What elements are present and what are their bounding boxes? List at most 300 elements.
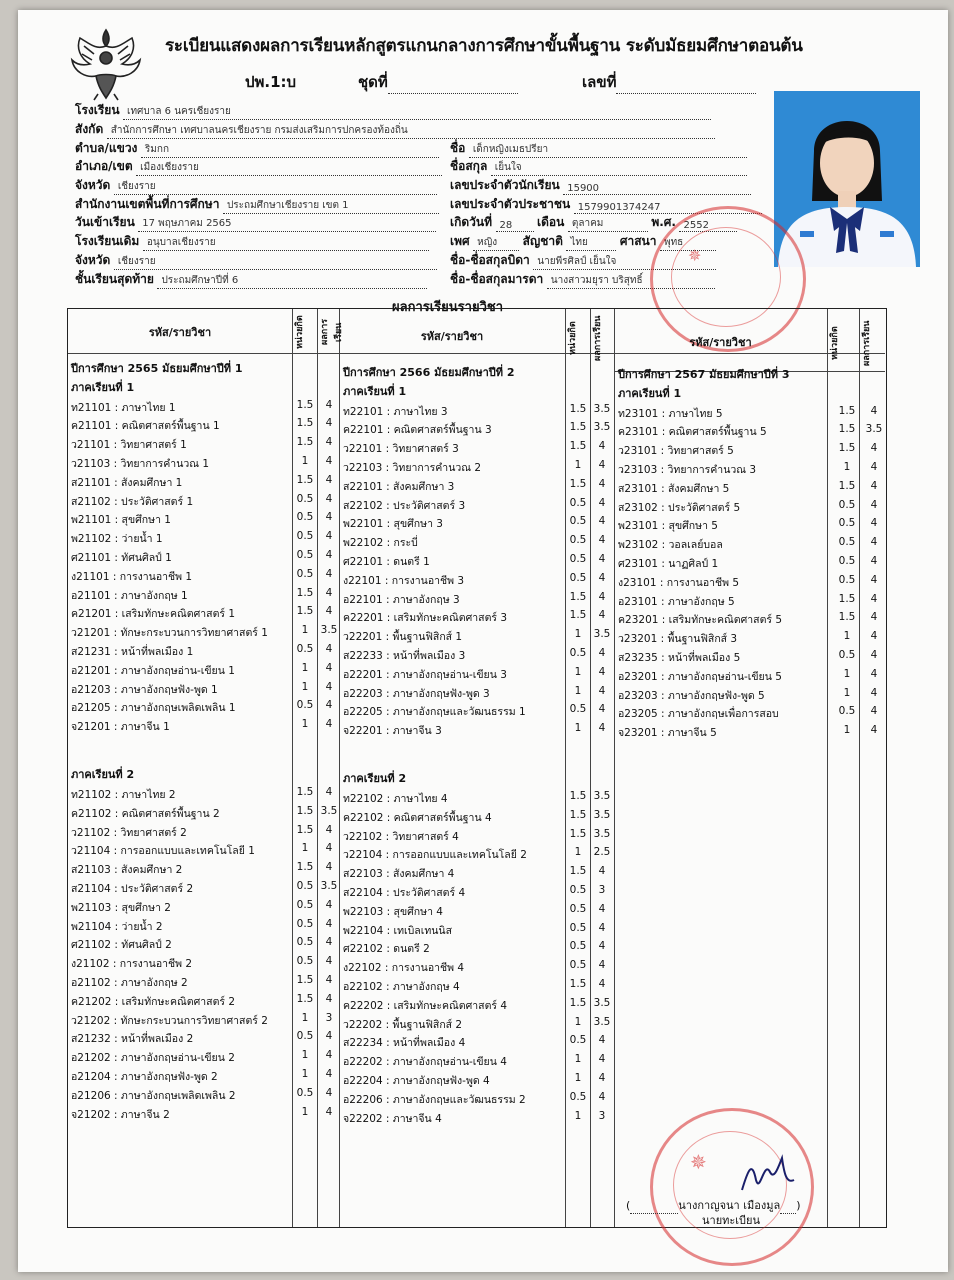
subject-name: ค23201 : เสริมทักษะคณิตศาสตร์ 5	[618, 614, 783, 627]
subject-name: ส23235 : หน้าที่พลเมือง 5	[618, 652, 741, 664]
subject-name: ส21232 : หน้าที่พลเมือง 2	[71, 1033, 194, 1046]
subject-header-1: รหัส/รายวิชา	[148, 326, 212, 339]
subject-credit: 1	[574, 722, 582, 735]
subject-credit: 0.5	[569, 553, 587, 565]
subject-credit: 0.5	[569, 534, 587, 547]
subject-grade: 4	[870, 461, 878, 473]
subject-name: ท23101 : ภาษาไทย 5	[618, 407, 723, 420]
subject-grade: 4	[598, 1072, 606, 1084]
subject-grade: 4	[598, 940, 606, 953]
term-heading: ภาคเรียนที่ 2	[71, 768, 135, 782]
subject-name: ส21102 : ประวัติศาสตร์ 1	[71, 495, 194, 508]
subject-grade: 4	[325, 605, 333, 618]
subject-credit: 1	[574, 1015, 582, 1028]
subject-credit: 0.5	[838, 573, 856, 586]
district-field: อำเภอ/เขต เมืองเชียงราย	[75, 157, 442, 176]
subject-credit: 1.5	[838, 611, 856, 624]
subject-credit: 0.5	[296, 492, 314, 505]
subject-credit: 0.5	[569, 959, 587, 972]
subject-grade: 3.5	[593, 1015, 611, 1028]
subject-name: ง22101 : การงานอาชีพ 3	[343, 574, 465, 587]
subject-grade: 3.5	[593, 996, 611, 1009]
previous-province-field: จังหวัด เชียงราย	[75, 251, 437, 270]
subject-credit: 0.5	[296, 1086, 314, 1099]
subject-name: อ23201 : ภาษาอังกฤษอ่าน-เขียน 5	[618, 670, 782, 683]
subject-grade: 4	[598, 703, 606, 716]
subject-name: อ21102 : ภาษาอังกฤษ 2	[71, 977, 188, 989]
subject-credit: 1.5	[569, 421, 587, 434]
subject-grade: 3.5	[593, 421, 611, 434]
subject-name: พ22104 : เทเบิลเทนนิส	[343, 924, 453, 937]
document-title: ระเบียนแสดงผลการเรียนหลักสูตรแกนกลางการศึกษาขั้นพื้นฐาน ระดับมัธยมศึกษาตอนต้น	[165, 36, 803, 56]
subject-credit: 1.5	[838, 479, 856, 492]
subject-grade: 4	[325, 699, 333, 712]
subject-grade: 4	[598, 1034, 606, 1047]
subject-credit: 0.5	[838, 555, 856, 567]
subject-name: อ22101 : ภาษาอังกฤษ 3	[343, 593, 460, 606]
subject-name: อ22102 : ภาษาอังกฤษ 4	[343, 981, 460, 993]
subject-credit: 1	[574, 665, 582, 678]
subject-grade: 4	[325, 917, 333, 930]
subject-credit: 0.5	[838, 517, 856, 530]
subject-grade: 4	[598, 684, 606, 697]
subject-name: พ22103 : สุขศึกษา 4	[343, 905, 443, 918]
subject-name: อ22203 : ภาษาอังกฤษฟัง-พูด 3	[343, 687, 490, 700]
subject-name: ส22103 : สังคมศึกษา 4	[343, 868, 455, 881]
subject-grade: 4	[598, 1053, 606, 1066]
subject-grade: 4	[325, 974, 333, 986]
subject-grade: 4	[598, 571, 606, 584]
subject-name: จ23201 : ภาษาจีน 5	[618, 727, 717, 740]
subject-name: พ23101 : สุขศึกษา 5	[618, 520, 718, 533]
mother-name-field: ชื่อ-ชื่อสกุลมารดา นางสาวมยุรา บริสุทธิ์	[450, 270, 715, 289]
last-level-field: ชั้นเรียนสุดท้าย ประถมศึกษาปีที่ 6	[75, 270, 427, 289]
subject-grade: 4	[325, 1068, 333, 1080]
subject-name: ศ21102 : ทัศนศิลป์ 2	[71, 939, 172, 952]
subject-credit: 1.5	[296, 605, 314, 618]
affiliation-field: สังกัด สำนักการศึกษา เทศบาลนครเชียงราย กรมส่งเสริมการปกครองท้องถิ่น	[75, 120, 715, 139]
subject-grade: 4	[325, 955, 333, 968]
subject-grade: 3.5	[593, 808, 611, 821]
subject-grade: 4	[598, 609, 606, 622]
subject-credit: 0.5	[569, 1090, 587, 1103]
credit-header-1: หน่วยกิต	[295, 315, 305, 349]
subject-name: ง21102 : การงานอาชีพ 2	[71, 958, 193, 971]
subject-grade: 4	[325, 992, 333, 1005]
citizen-id-field: เลขประจำตัวประชาชน 1579901374247	[450, 195, 762, 214]
student-id-field: เลขประจำตัวนักเรียน 15900	[450, 176, 751, 195]
subject-name: ส23101 : สังคมศึกษา 5	[618, 482, 730, 495]
subject-grade: 4	[325, 492, 333, 505]
subject-grade: 3.5	[320, 624, 338, 637]
subject-name: อ23101 : ภาษาอังกฤษ 5	[618, 595, 735, 608]
subject-credit: 1	[843, 667, 851, 680]
subject-name: พ23102 : วอลเลย์บอล	[618, 539, 723, 552]
subject-grade: 4	[598, 1090, 606, 1103]
subject-name: ส22101 : สังคมศึกษา 3	[343, 480, 455, 493]
subject-name: อ22206 : ภาษาอังกฤษและวัฒนธรรม 2	[343, 1093, 526, 1106]
subject-name: ท22101 : ภาษาไทย 3	[343, 405, 448, 418]
subject-name: ส21103 : สังคมศึกษา 2	[71, 864, 183, 877]
subject-grade: 4	[325, 898, 333, 911]
subject-header-3: รหัส/รายวิชา	[689, 336, 752, 349]
subject-name: พ22102 : กระบี่	[343, 537, 418, 550]
subject-grade: 3	[598, 1109, 606, 1122]
education-area-field: สำนักงานเขตพื้นที่การศึกษา ประถมศึกษาเชียงราย เขต 1	[75, 195, 439, 214]
father-name-field: ชื่อ-ชื่อสกุลบิดา นายพีรศิลป์ เย็นใจ	[450, 251, 716, 270]
subject-credit: 0.5	[296, 955, 314, 968]
subject-credit: 1.5	[296, 473, 314, 486]
subject-credit: 0.5	[838, 536, 856, 549]
subject-credit: 1.5	[296, 823, 314, 836]
subject-credit: 1	[574, 628, 582, 641]
academic-year-heading: ปีการศึกษา 2566 มัธยมศึกษาปีที่ 2	[343, 366, 515, 379]
subject-grade: 4	[325, 1086, 333, 1099]
subject-name: ส21231 : หน้าที่พลเมือง 1	[71, 646, 194, 658]
subject-name: ว22102 : วิทยาศาสตร์ 4	[343, 830, 459, 843]
subject-credit: 1.5	[569, 440, 587, 453]
subject-name: ท22102 : ภาษาไทย 4	[343, 793, 448, 805]
subject-name: พ22101 : สุขศึกษา 3	[343, 518, 443, 531]
subject-grade: 4	[598, 722, 606, 735]
subject-name: พ21101 : สุขศึกษา 1	[71, 514, 171, 527]
subject-credit: 1	[301, 624, 309, 637]
seal-emblem-bottom: ✵	[690, 1150, 707, 1174]
subject-credit: 1	[843, 461, 851, 473]
subject-name: ค22202 : เสริมทักษะคณิตศาสตร์ 4	[343, 999, 508, 1012]
subject-credit: 0.5	[296, 880, 314, 892]
subject-credit: 0.5	[569, 515, 587, 528]
subject-name: ค23101 : คณิตศาสตร์พื้นฐาน 5	[618, 426, 767, 439]
subject-credit: 0.5	[296, 567, 314, 580]
subject-name: อ21205 : ภาษาอังกฤษเพลิดเพลิน 1	[71, 702, 236, 715]
subject-name: ส21104 : ประวัติศาสตร์ 2	[71, 883, 194, 895]
subject-name: อ23203 : ภาษาอังกฤษฟัง-พูด 5	[618, 689, 765, 702]
subject-grade: 4	[598, 865, 606, 878]
subject-grade: 4	[325, 786, 333, 798]
subject-grade: 3.5	[593, 790, 611, 802]
subject-name: ว22103 : วิทยาการคำนวณ 2	[343, 462, 482, 474]
subject-credit: 0.5	[296, 936, 314, 949]
subject-credit: 1.5	[296, 786, 314, 798]
subject-credit: 1	[301, 680, 309, 693]
subject-credit: 1	[574, 1109, 582, 1122]
subject-name: อ23205 : ภาษาอังกฤษเพื่อการสอบ	[618, 708, 779, 721]
subject-credit: 1	[574, 1053, 582, 1066]
credit-header-2: หน่วยกิต	[568, 321, 578, 355]
subject-credit: 1	[301, 1011, 309, 1024]
academic-year-heading: ปีการศึกษา 2565 มัธยมศึกษาปีที่ 1	[71, 362, 243, 375]
surname-field: ชื่อสกุล เย็นใจ	[450, 157, 747, 176]
subject-grade: 4	[870, 536, 878, 549]
subject-credit: 1.5	[569, 590, 587, 603]
subject-name: ง22102 : การงานอาชีพ 4	[343, 962, 465, 975]
subject-name: ง21101 : การงานอาชีพ 1	[71, 570, 193, 583]
subject-credit: 1	[301, 455, 309, 467]
subject-name: ส22234 : หน้าที่พลเมือง 4	[343, 1037, 466, 1050]
name-field: ชื่อ เด็กหญิงเมธปรียา	[450, 139, 747, 158]
subject-grade: 4	[870, 404, 878, 417]
subject-name: ว21101 : วิทยาศาสตร์ 1	[71, 439, 187, 452]
seal-emblem: ✵	[688, 246, 702, 265]
subject-name: ค22101 : คณิตศาสตร์พื้นฐาน 3	[343, 424, 492, 437]
subject-credit: 1	[301, 661, 309, 674]
subject-grade: 4	[598, 534, 606, 547]
subject-credit: 1	[574, 846, 582, 859]
subject-credit: 0.5	[569, 571, 587, 584]
birth-date-field: เกิดวันที่ 28 เดือน ตุลาคม พ.ศ. 2552	[450, 213, 737, 232]
subject-name: ว21201 : ทักษะกระบวนการวิทยาศาสตร์ 1	[71, 627, 268, 640]
school-field: โรงเรียน เทศบาล 6 นครเชียงราย	[75, 101, 711, 120]
subject-credit: 0.5	[296, 699, 314, 712]
subject-credit: 1	[301, 842, 309, 855]
subject-grade: 4	[325, 718, 333, 731]
subject-credit: 0.5	[296, 1030, 314, 1043]
subject-credit: 0.5	[296, 643, 314, 655]
subject-name: พ21102 : ว่ายน้ำ 1	[71, 533, 163, 546]
subject-credit: 1	[574, 459, 582, 471]
subject-name: ว23201 : พื้นฐานฟิสิกส์ 3	[618, 633, 738, 646]
subject-grade: 4	[598, 665, 606, 678]
subject-name: ค21102 : คณิตศาสตร์พื้นฐาน 2	[71, 807, 220, 820]
subject-credit: 0.5	[569, 496, 587, 509]
subject-name: ง23101 : การงานอาชีพ 5	[618, 576, 740, 589]
term-heading: ภาคเรียนที่ 2	[343, 772, 407, 786]
subject-credit: 1	[843, 630, 851, 643]
subject-name: จ22201 : ภาษาจีน 3	[343, 725, 442, 738]
grade-header-3: ผลการเรียน	[862, 320, 872, 366]
subject-grade: 4	[325, 567, 333, 580]
subject-grade: 4	[598, 959, 606, 972]
subject-credit: 1.5	[569, 996, 587, 1009]
subject-grade: 4	[598, 902, 606, 915]
term-heading: ภาคเรียนที่ 1	[618, 386, 682, 400]
subject-grade: 3.5	[865, 423, 883, 436]
subject-credit: 1.5	[569, 865, 587, 878]
student-photo	[774, 91, 920, 267]
entry-date-field: วันเข้าเรียน 17 พฤษภาคม 2565	[75, 213, 436, 232]
subject-credit: 0.5	[569, 921, 587, 934]
term-heading: ภาคเรียนที่ 1	[71, 380, 135, 394]
subject-grade: 4	[325, 586, 333, 599]
subject-name: ส22102 : ประวัติศาสตร์ 3	[343, 499, 466, 512]
subject-name: อ21201 : ภาษาอังกฤษอ่าน-เขียน 1	[71, 664, 235, 677]
doc-number-field: เลขที่	[582, 70, 756, 94]
subject-name: ว21202 : ทักษะกระบวนการวิทยาศาสตร์ 2	[71, 1014, 268, 1027]
subject-credit: 1	[843, 724, 851, 737]
subject-credit: 0.5	[296, 898, 314, 911]
subject-credit: 0.5	[296, 549, 314, 561]
subject-credit: 0.5	[296, 917, 314, 930]
subject-name: ส22104 : ประวัติศาสตร์ 4	[343, 887, 466, 899]
subject-grade: 3.5	[593, 402, 611, 415]
subject-name: ส23102 : ประวัติศาสตร์ 5	[618, 501, 741, 514]
form-code: ปพ.1:บ	[245, 73, 297, 91]
subject-name: ศ23101 : นาฏศิลป์ 1	[618, 558, 719, 570]
handwritten-signature-icon	[738, 1150, 798, 1200]
subject-credit: 1.5	[569, 402, 587, 415]
subject-credit: 1.5	[296, 398, 314, 411]
subject-credit: 0.5	[838, 649, 856, 661]
subject-name: ว22101 : วิทยาศาสตร์ 3	[343, 443, 459, 456]
subject-grade: 4	[870, 686, 878, 699]
grade-header-2: ผลการเรียน	[593, 315, 603, 361]
subject-grade: 4	[870, 630, 878, 643]
subject-grade: 4	[325, 1049, 333, 1062]
subject-grade: 4	[325, 473, 333, 486]
subject-name: อ22205 : ภาษาอังกฤษและวัฒนธรรม 1	[343, 706, 526, 719]
subject-grade: 2.5	[593, 846, 611, 859]
subject-grade: 4	[870, 649, 878, 661]
subject-grade: 4	[598, 515, 606, 528]
subject-grade: 4	[325, 1030, 333, 1043]
subject-grade: 4	[870, 442, 878, 455]
subject-name: ว23101 : วิทยาศาสตร์ 5	[618, 445, 734, 458]
subject-grade: 4	[325, 511, 333, 524]
subdistrict-field: ตำบล/แขวง ริมกก	[75, 139, 439, 158]
subject-name: ศ22102 : ดนตรี 2	[343, 943, 430, 956]
subject-credit: 0.5	[296, 511, 314, 524]
subject-credit: 1.5	[296, 804, 314, 817]
subject-name: ส21101 : สังคมศึกษา 1	[71, 476, 183, 489]
subject-grade: 3.5	[593, 628, 611, 641]
subject-name: ว21102 : วิทยาศาสตร์ 2	[71, 826, 187, 839]
subject-credit: 1.5	[838, 442, 856, 455]
subject-name: ค22102 : คณิตศาสตร์พื้นฐาน 4	[343, 811, 492, 824]
signature-position: นายทะเบียน	[702, 1214, 761, 1227]
subject-credit: 1.5	[569, 827, 587, 840]
subject-name: พ21103 : สุขศึกษา 2	[71, 901, 171, 914]
subject-grade: 4	[598, 647, 606, 659]
subject-credit: 1.5	[569, 609, 587, 622]
subject-name: ค21101 : คณิตศาสตร์พื้นฐาน 1	[71, 420, 220, 433]
subject-grade: 4	[325, 661, 333, 674]
subject-name: อ22202 : ภาษาอังกฤษอ่าน-เขียน 4	[343, 1056, 507, 1069]
subject-grade: 4	[870, 611, 878, 624]
subject-credit: 0.5	[569, 940, 587, 953]
subject-grade: 4	[870, 555, 878, 567]
subject-credit: 1	[301, 1049, 309, 1062]
subject-grade: 4	[325, 643, 333, 655]
subject-grade: 4	[598, 978, 606, 990]
subject-credit: 1.5	[296, 436, 314, 449]
subject-name: ค21201 : เสริมทักษะคณิตศาสตร์ 1	[71, 608, 236, 621]
subject-grade: 4	[325, 530, 333, 543]
subject-credit: 1	[301, 1105, 309, 1118]
subject-name: ส22233 : หน้าที่พลเมือง 3	[343, 650, 466, 662]
subject-name: ท21102 : ภาษาไทย 2	[71, 789, 176, 801]
subject-name: ว22202 : พื้นฐานฟิสิกส์ 2	[343, 1018, 463, 1031]
results-table	[67, 308, 887, 1228]
subject-grade: 4	[870, 517, 878, 530]
subject-grade: 3	[598, 884, 606, 896]
subject-grade: 4	[598, 553, 606, 565]
signature-line: ( นางกาญจนา เมืองมูล )	[626, 1199, 801, 1212]
subject-credit: 1	[301, 1068, 309, 1080]
subject-grade: 4	[598, 477, 606, 490]
subject-grade: 4	[598, 440, 606, 453]
term-heading: ภาคเรียนที่ 1	[343, 384, 407, 398]
subject-grade: 4	[325, 398, 333, 411]
subject-name: ศ21101 : ทัศนศิลป์ 1	[71, 552, 172, 564]
subject-credit: 1	[301, 718, 309, 731]
subject-credit: 1	[574, 684, 582, 697]
subject-name: ท21101 : ภาษาไทย 1	[71, 401, 176, 414]
subject-credit: 1.5	[838, 592, 856, 605]
subject-header-2: รหัส/รายวิชา	[420, 330, 484, 343]
subject-name: จ21202 : ภาษาจีน 2	[71, 1108, 170, 1121]
subject-grade: 4	[325, 436, 333, 449]
subject-credit: 0.5	[569, 1034, 587, 1047]
subject-name: ศ22101 : ดนตรี 1	[343, 556, 430, 568]
previous-school-field: โรงเรียนเดิม อนุบาลเชียงราย	[75, 232, 429, 251]
subject-credit: 1.5	[296, 417, 314, 430]
subject-credit: 1.5	[569, 477, 587, 490]
subject-credit: 1.5	[838, 404, 856, 417]
subject-name: ว22104 : การออกแบบและเทคโนโลยี 2	[343, 849, 527, 862]
subject-grade: 4	[598, 590, 606, 603]
subject-grade: 4	[325, 936, 333, 949]
subject-grade: 4	[325, 455, 333, 467]
subject-credit: 1.5	[569, 978, 587, 990]
subject-credit: 1	[843, 686, 851, 699]
subject-name: ค21202 : เสริมทักษะคณิตศาสตร์ 2	[71, 995, 236, 1008]
subject-credit: 0.5	[569, 902, 587, 915]
subject-credit: 0.5	[296, 530, 314, 543]
subject-credit: 1.5	[296, 861, 314, 874]
subject-grade: 4	[325, 417, 333, 430]
subject-credit: 0.5	[569, 647, 587, 659]
subject-grade: 4	[870, 667, 878, 680]
grade-header-1: ผลการเรียน	[320, 318, 344, 346]
subject-grade: 4	[325, 549, 333, 561]
subject-grade: 4	[598, 459, 606, 471]
subject-grade: 4	[870, 724, 878, 737]
subject-grade: 4	[870, 479, 878, 492]
subject-credit: 1.5	[838, 423, 856, 436]
sex-nationality-religion-field: เพศ หญิง สัญชาติ ไทย ศาสนา พุทธ	[450, 232, 716, 251]
set-number-field: ชุดที่	[358, 70, 518, 94]
subject-grade: 4	[598, 496, 606, 509]
subject-name: อ21202 : ภาษาอังกฤษอ่าน-เขียน 2	[71, 1052, 235, 1065]
subject-name: อ21101 : ภาษาอังกฤษ 1	[71, 589, 188, 602]
subject-grade: 4	[325, 1105, 333, 1118]
subject-grade: 4	[870, 592, 878, 605]
subject-name: ค22201 : เสริมทักษะคณิตศาสตร์ 3	[343, 612, 508, 625]
subject-grade: 4	[325, 842, 333, 855]
subject-credit: 1.5	[296, 586, 314, 599]
subject-grade: 4	[598, 921, 606, 934]
subject-credit: 1.5	[296, 974, 314, 986]
subject-credit: 0.5	[569, 884, 587, 896]
subject-credit: 1	[574, 1072, 582, 1084]
subject-name: ว22201 : พื้นฐานฟิสิกส์ 1	[343, 631, 463, 644]
subject-grade: 4	[325, 680, 333, 693]
subject-credit: 0.5	[838, 498, 856, 511]
subject-name: อ21206 : ภาษาอังกฤษเพลิดเพลิน 2	[71, 1089, 236, 1102]
subject-credit: 1.5	[569, 808, 587, 821]
credit-header-3: หน่วยกิต	[830, 326, 840, 360]
subject-name: อ22201 : ภาษาอังกฤษอ่าน-เขียน 3	[343, 668, 507, 681]
subject-name: อ21204 : ภาษาอังกฤษฟัง-พูด 2	[71, 1071, 218, 1083]
province-field: จังหวัด เชียงราย	[75, 176, 437, 195]
garuda-emblem-icon	[66, 24, 146, 102]
subject-name: ว23103 : วิทยาการคำนวณ 3	[618, 464, 757, 476]
subject-grade: 4	[870, 705, 878, 718]
subject-grade: 4	[870, 498, 878, 511]
subject-grade: 4	[325, 823, 333, 836]
subject-credit: 0.5	[838, 705, 856, 718]
